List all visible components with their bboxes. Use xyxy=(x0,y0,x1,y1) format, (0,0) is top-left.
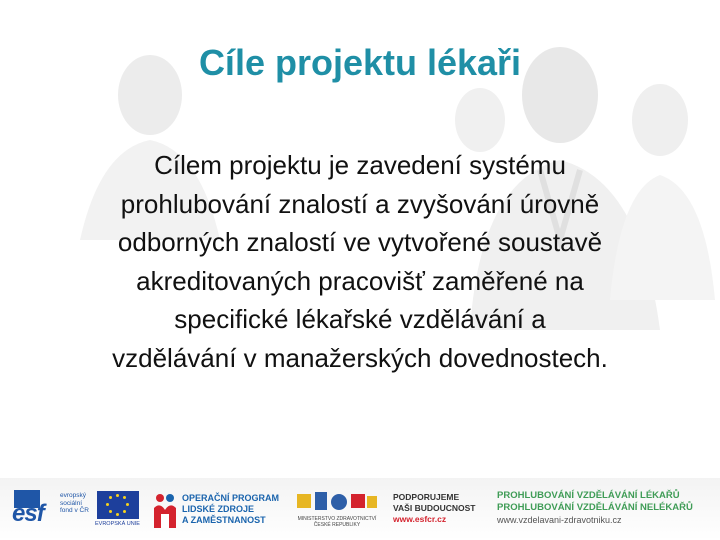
esf-caption-line: sociální xyxy=(60,499,83,507)
op-lzz-text xyxy=(182,493,279,526)
project-name-line1: PROHLUBOVÁNÍ VZDĚLÁVÁNÍ LÉKAŘŮ xyxy=(497,490,680,501)
support-slogan xyxy=(393,492,493,532)
support-text xyxy=(393,492,493,525)
slide-body-text xyxy=(50,146,670,377)
eu-caption: EVROPSKÁ UNIE xyxy=(95,521,140,527)
project-url-link[interactable]: www.vzdelavani-zdravotniku.cz xyxy=(497,515,622,525)
esf-logo xyxy=(12,488,92,534)
body-line: vzdělávání v manažerských dovednostech. xyxy=(112,342,608,373)
op-lzz-logo xyxy=(152,490,292,536)
esf-caption xyxy=(60,492,100,515)
body-line: odborných znalostí ve vytvořené soustavě xyxy=(117,227,603,257)
body-line: prohlubování znalostí a zvyšování úrovně xyxy=(120,188,600,219)
ministry-caption-line: ČESKÉ REPUBLIKY xyxy=(313,522,361,528)
support-line: VAŠI BUDOUCNOST xyxy=(393,503,476,513)
esf-caption-line: evropský xyxy=(60,492,87,499)
ministry-caption xyxy=(293,516,381,528)
body-line: Cílem projektu je zavedení systému xyxy=(154,150,566,180)
people-icon xyxy=(152,492,178,530)
esf-wordmark: esf xyxy=(12,500,44,527)
op-line: A ZAMĚSTNANOST xyxy=(182,515,266,525)
esf-url-link[interactable]: www.esfcr.cz xyxy=(393,514,447,524)
ministry-of-health-logo xyxy=(293,488,383,536)
slide-title: Cíle projektu lékaři xyxy=(198,42,522,83)
eu-flag-icon xyxy=(97,491,139,519)
eu-logo xyxy=(95,491,145,537)
body-line: specifické lékařské vzdělávání a xyxy=(174,304,546,334)
body-line: akreditovaných pracovišť zaměřené na xyxy=(136,265,584,296)
op-line: OPERAČNÍ PROGRAM xyxy=(182,493,280,503)
esf-caption-line: fond v ČR xyxy=(60,507,89,514)
ministry-caption-line: MINISTERSTVO ZDRAVOTNICTVÍ xyxy=(297,516,377,522)
project-name-line2: PROHLUBOVÁNÍ VZDĚLÁVÁNÍ NELÉKAŘŮ xyxy=(497,502,693,513)
ministry-emblem-icon xyxy=(293,490,381,514)
op-line: LIDSKÉ ZDROJE xyxy=(182,504,255,514)
project-logo xyxy=(497,490,717,536)
support-line: PODPORUJEME xyxy=(393,492,460,502)
